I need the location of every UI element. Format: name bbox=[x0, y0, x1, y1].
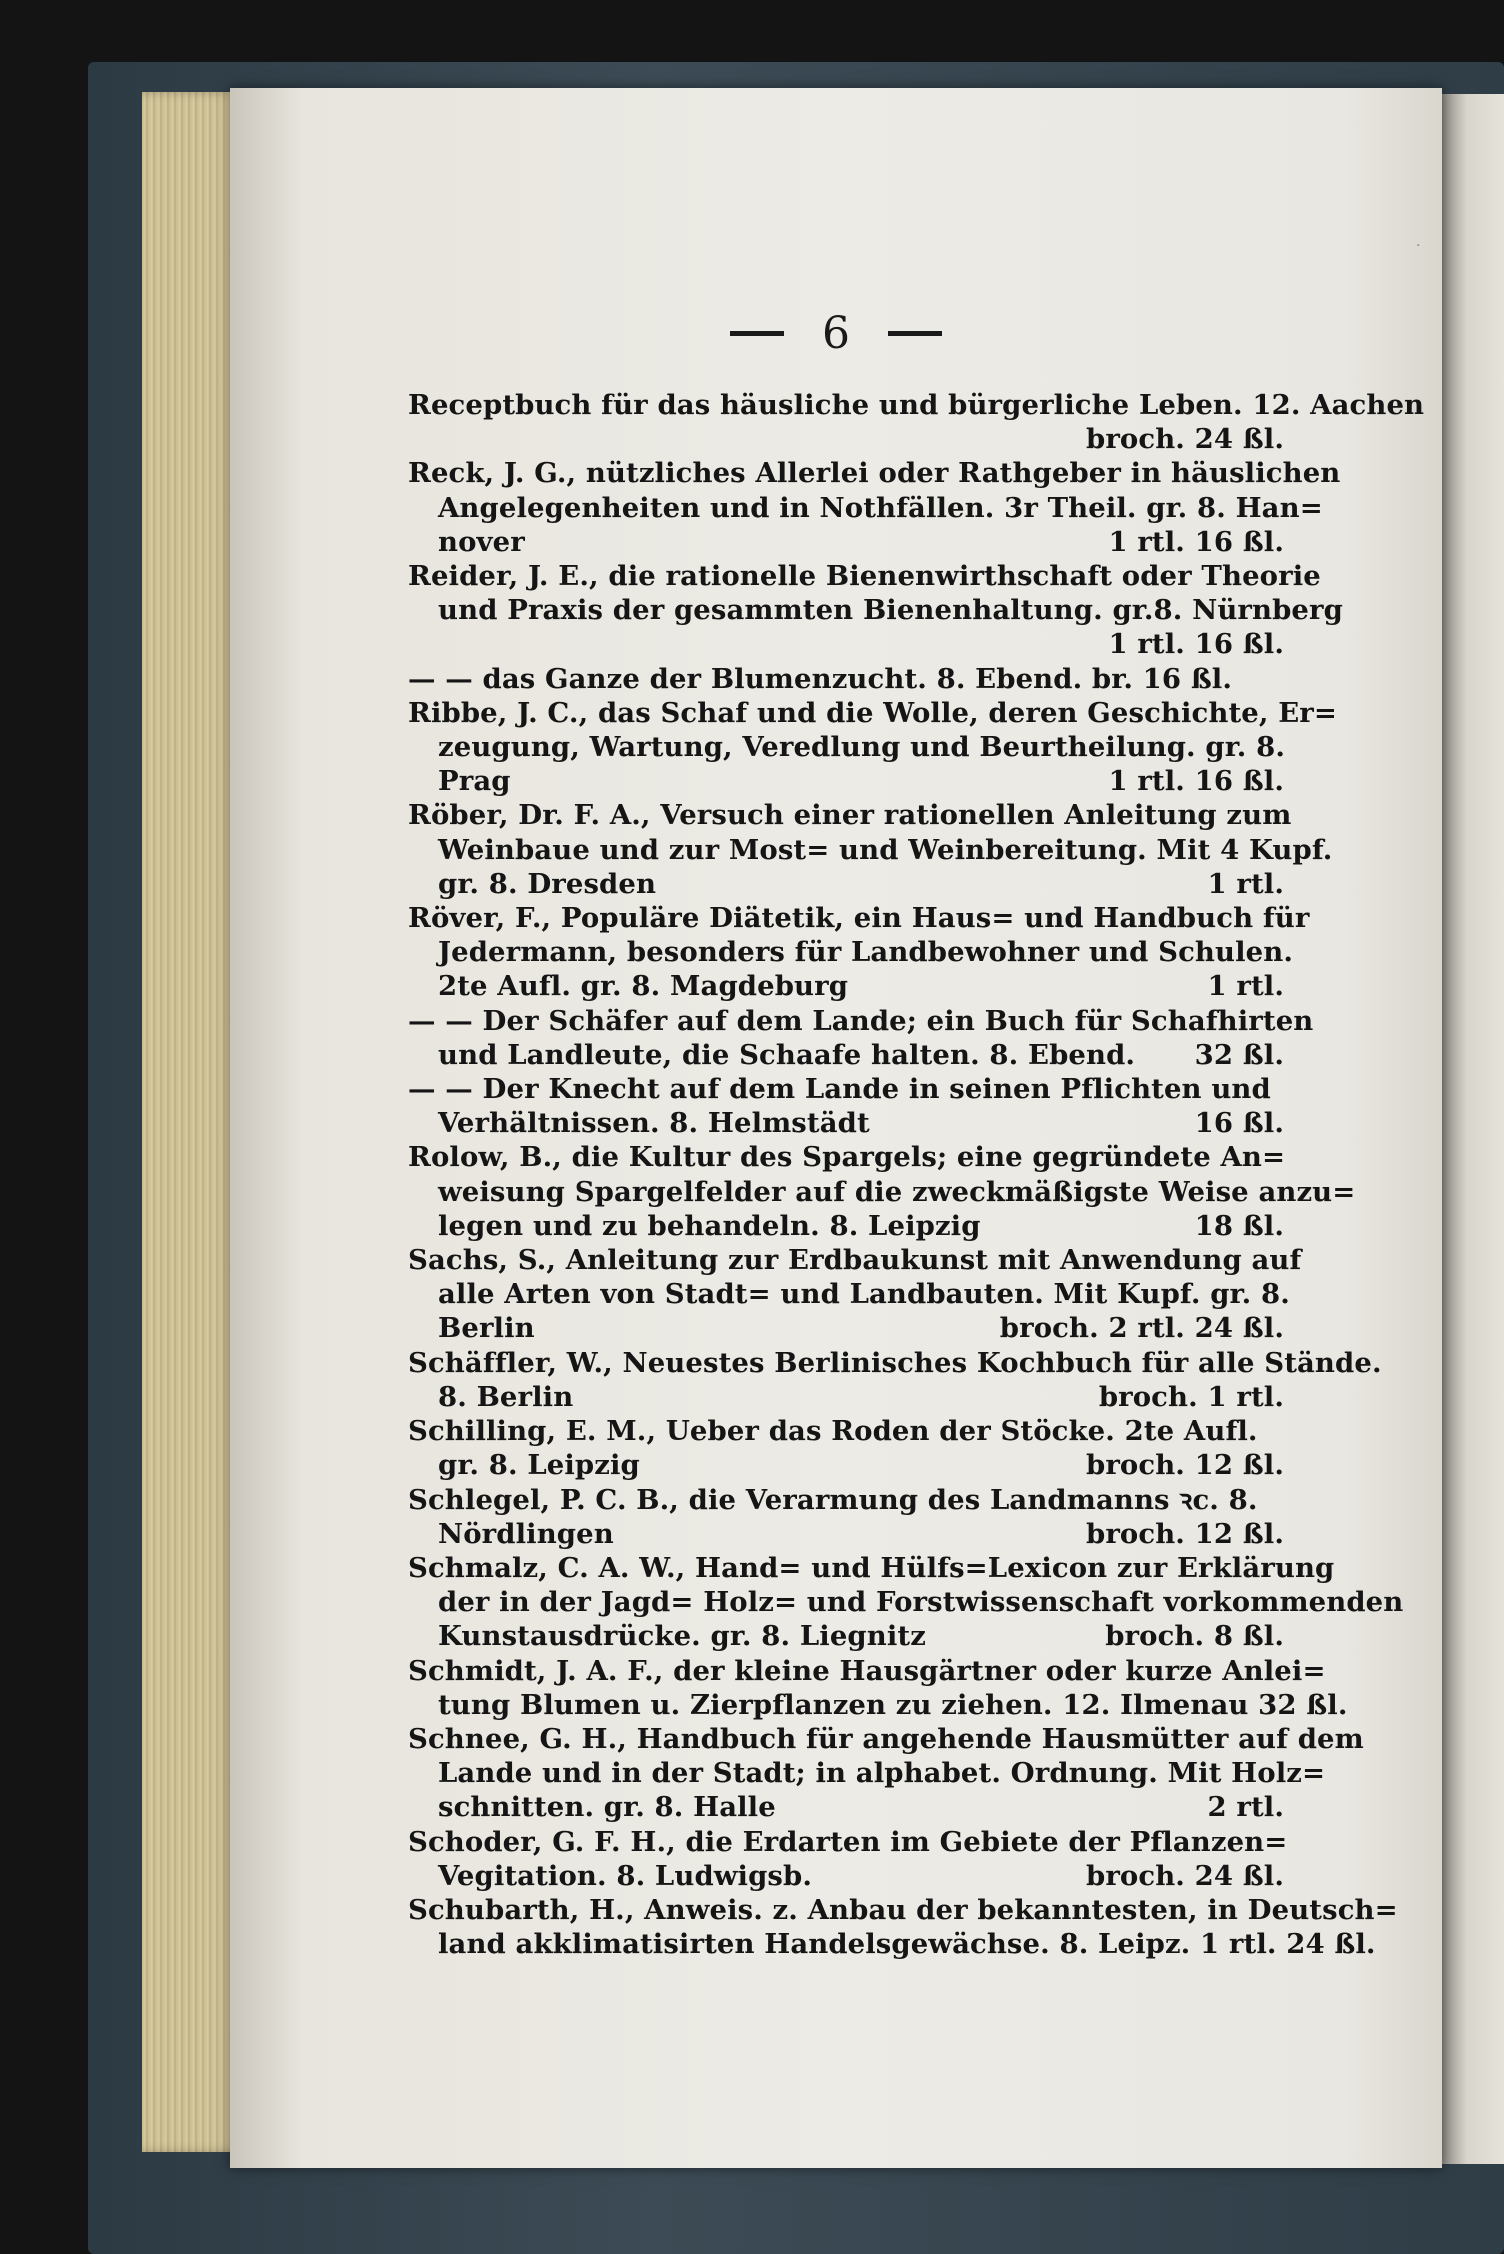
line-text: — — Der Schäfer auf dem Lande; ein Buch für Schafhirten bbox=[408, 1004, 1314, 1037]
line-text: — — Der Knecht auf dem Lande in seinen Pflichten und bbox=[408, 1073, 1271, 1106]
text-line bbox=[408, 525, 1284, 559]
text-line bbox=[408, 559, 1321, 593]
header-dash-right bbox=[888, 331, 942, 336]
header-dash-left bbox=[730, 331, 784, 336]
page-number: 6 bbox=[822, 308, 850, 359]
text-line bbox=[408, 901, 1310, 935]
line-text: Weinbaue und zur Most= und Weinbereitung. Mit 4 Kupf. bbox=[438, 833, 1333, 866]
line-text: Schmalz, C. A. W., Hand= und Hülfs=Lexicon zur Erklärung bbox=[408, 1551, 1335, 1584]
text-line bbox=[408, 491, 1323, 525]
line-text: Schlegel, P. C. B., die Verarmung des Landmanns ꝛc. 8. bbox=[408, 1483, 1258, 1516]
text-line bbox=[408, 1311, 1284, 1345]
line-text: land akklimatisirten Handelsgewächse. 8. Leipz. 1 rtl. 24 ßl. bbox=[438, 1928, 1376, 1961]
line-text: schnitten. gr. 8. Halle bbox=[438, 1791, 776, 1824]
text-line bbox=[408, 1175, 1356, 1209]
line-price: broch. 24 ßl. bbox=[1085, 423, 1284, 456]
text-line bbox=[408, 833, 1333, 867]
line-text: Sachs, S., Anleitung zur Erdbaukunst mit Anwendung auf bbox=[408, 1244, 1302, 1277]
line-text: und Praxis der gesammten Bienenhaltung. gr.8. Nürnberg bbox=[438, 594, 1343, 627]
text-line bbox=[408, 1551, 1335, 1585]
text-line bbox=[408, 1243, 1302, 1277]
text-line bbox=[408, 593, 1343, 627]
line-text: Verhältnissen. 8. Helmstädt bbox=[438, 1107, 870, 1140]
line-price: 1 rtl. 16 ßl. bbox=[1108, 765, 1284, 798]
line-price: 16 ßl. bbox=[1194, 1107, 1284, 1140]
line-text: legen und zu behandeln. 8. Leipzig bbox=[438, 1209, 981, 1242]
text-line bbox=[408, 1004, 1314, 1038]
text-line bbox=[408, 730, 1284, 764]
line-price: 32 ßl. bbox=[1194, 1038, 1284, 1071]
text-line bbox=[408, 1893, 1398, 1927]
text-line bbox=[408, 388, 1425, 422]
line-text: zeugung, Wartung, Veredlung und Beurtheilung. gr. 8. bbox=[438, 731, 1286, 764]
text-line bbox=[408, 1585, 1404, 1619]
line-text: Receptbuch für das häusliche und bürgerliche Leben. 12. Aachen bbox=[408, 389, 1425, 421]
text-line bbox=[408, 1825, 1288, 1859]
text-line bbox=[408, 1072, 1284, 1106]
line-text: Vegitation. 8. Ludwigsb. bbox=[438, 1859, 813, 1892]
line-text: 2te Aufl. gr. 8. Magdeburg bbox=[438, 970, 849, 1003]
text-line bbox=[408, 1654, 1326, 1688]
line-price: broch. 2 rtl. 24 ßl. bbox=[999, 1312, 1284, 1345]
catalog-entries bbox=[408, 388, 1425, 1961]
text-line bbox=[408, 456, 1341, 490]
line-text: Röber, Dr. F. A., Versuch einer rationellen Anleitung zum bbox=[408, 799, 1292, 832]
line-text: Schilling, E. M., Ueber das Roden der Stöcke. 2te Aufl. bbox=[408, 1415, 1258, 1448]
text-line bbox=[408, 627, 1284, 661]
text-line bbox=[408, 1927, 1376, 1961]
line-text: der in der Jagd= Holz= und Forstwissenschaft vorkommenden bbox=[438, 1586, 1404, 1619]
line-text: Prag bbox=[438, 765, 511, 798]
line-text: Angelegenheiten und in Nothfällen. 3r Theil. gr. 8. Han= bbox=[438, 491, 1323, 524]
line-price: broch. 24 ßl. bbox=[1085, 1859, 1284, 1892]
text-line bbox=[408, 1380, 1284, 1414]
text-line bbox=[408, 662, 1284, 696]
margin-marker: · bbox=[1416, 238, 1421, 254]
text-line bbox=[408, 764, 1284, 798]
line-price: 1 rtl. 16 ßl. bbox=[1108, 628, 1284, 661]
line-text: Jedermann, besonders für Landbewohner und Schulen. bbox=[438, 936, 1294, 969]
line-price: 2 rtl. bbox=[1207, 1791, 1284, 1824]
line-price: broch. 8 ßl. bbox=[1105, 1620, 1284, 1653]
line-text: tung Blumen u. Zierpflanzen zu ziehen. 12. Ilmenau 32 ßl. bbox=[438, 1688, 1348, 1721]
line-text: Kunstausdrücke. gr. 8. Liegnitz bbox=[438, 1620, 926, 1653]
text-line bbox=[408, 1448, 1284, 1482]
text-line bbox=[408, 1688, 1348, 1722]
text-line bbox=[408, 969, 1284, 1003]
text-line bbox=[408, 1106, 1284, 1140]
text-line bbox=[408, 1414, 1284, 1448]
line-price: 1 rtl. bbox=[1207, 867, 1284, 900]
text-line bbox=[408, 1859, 1284, 1893]
line-text: Schoder, G. F. H., die Erdarten im Gebiete der Pflanzen= bbox=[408, 1825, 1288, 1858]
text-line bbox=[408, 935, 1294, 969]
text-line bbox=[408, 1038, 1284, 1072]
text-line bbox=[408, 1140, 1284, 1174]
text-line bbox=[408, 1483, 1284, 1517]
line-text: 8. Berlin bbox=[438, 1380, 574, 1413]
line-text: nover bbox=[438, 525, 525, 558]
line-text: gr. 8. Leipzig bbox=[438, 1449, 640, 1482]
line-text: Reck, J. G., nützliches Allerlei oder Rathgeber in häuslichen bbox=[408, 457, 1341, 490]
text-line bbox=[408, 696, 1338, 730]
line-text: Schnee, G. H., Handbuch für angehende Hausmütter auf dem bbox=[408, 1722, 1364, 1755]
line-price: 18 ßl. bbox=[1194, 1209, 1284, 1242]
line-text: Schmidt, J. A. F., der kleine Hausgärtner oder kurze Anlei= bbox=[408, 1654, 1326, 1687]
line-price: 1 rtl. 16 ßl. bbox=[1108, 525, 1284, 558]
line-text: Schubarth, H., Anweis. z. Anbau der bekanntesten, in Deutsch= bbox=[408, 1893, 1398, 1926]
line-price: 1 rtl. bbox=[1207, 970, 1284, 1003]
line-text: gr. 8. Dresden bbox=[438, 867, 657, 900]
text-line bbox=[408, 798, 1292, 832]
line-price: broch. 12 ßl. bbox=[1085, 1517, 1284, 1550]
page-header bbox=[230, 308, 1442, 359]
facing-page-edge bbox=[1442, 94, 1504, 2164]
line-text: und Landleute, die Schaafe halten. 8. Ebend. bbox=[438, 1038, 1136, 1071]
line-text: Lande und in der Stadt; in alphabet. Ordnung. Mit Holz= bbox=[438, 1757, 1326, 1790]
line-text: Schäffler, W., Neuestes Berlinisches Kochbuch für alle Stände. bbox=[408, 1346, 1382, 1379]
text-line bbox=[408, 1517, 1284, 1551]
text-line bbox=[408, 1346, 1382, 1380]
text-line bbox=[408, 1756, 1326, 1790]
line-text: — — das Ganze der Blumenzucht. 8. Ebend. br. 16 ßl. bbox=[408, 662, 1233, 695]
book-page bbox=[230, 88, 1442, 2168]
line-price: broch. 1 rtl. bbox=[1098, 1380, 1284, 1413]
line-text: Röver, F., Populäre Diätetik, ein Haus= und Handbuch für bbox=[408, 902, 1310, 935]
line-text: Reider, J. E., die rationelle Bienenwirthschaft oder Theorie bbox=[408, 560, 1321, 593]
line-text: Rolow, B., die Kultur des Spargels; eine gegründete An= bbox=[408, 1141, 1286, 1174]
line-text: alle Arten von Stadt= und Landbauten. Mit Kupf. gr. 8. bbox=[438, 1278, 1290, 1311]
text-line bbox=[408, 867, 1284, 901]
line-text: weisung Spargelfelder auf die zweckmäßigste Weise anzu= bbox=[438, 1175, 1356, 1208]
text-line bbox=[408, 1790, 1284, 1824]
text-line bbox=[408, 1209, 1284, 1243]
text-line bbox=[408, 1722, 1364, 1756]
text-line bbox=[408, 1619, 1284, 1653]
line-text: Nördlingen bbox=[438, 1517, 614, 1550]
text-line bbox=[408, 1277, 1290, 1311]
line-text: Ribbe, J. C., das Schaf und die Wolle, deren Geschichte, Er= bbox=[408, 696, 1338, 729]
text-line bbox=[408, 422, 1284, 456]
line-price: broch. 12 ßl. bbox=[1085, 1449, 1284, 1482]
line-text: Berlin bbox=[438, 1312, 535, 1345]
